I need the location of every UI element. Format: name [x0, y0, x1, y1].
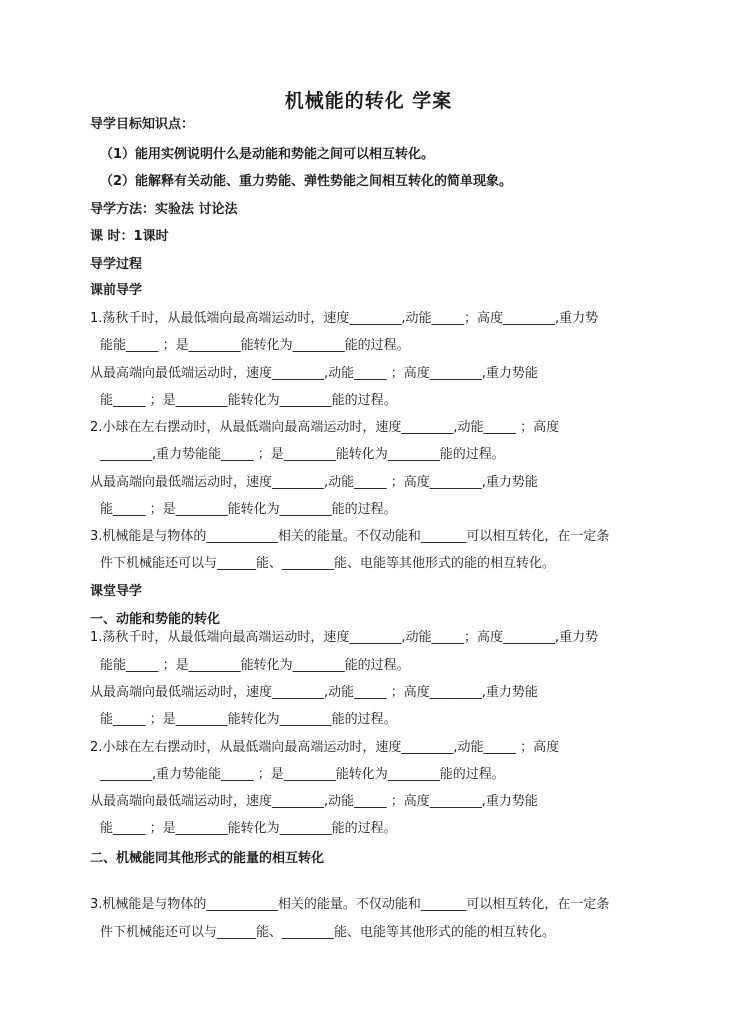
pre-q1-line3: 从最高端向最低端运动时，速度________,动能_____ ；高度________,重力势能: [90, 366, 538, 381]
class-q1-line1: 1.荡秋千时，从最低端向最高端运动时，速度________,动能_____；高度________,重力势: [90, 630, 599, 645]
objective-1: （1）能用实例说明什么是动能和势能之间可以相互转化。: [100, 147, 435, 162]
pre-q2-line1: 2.小球在左右摆动时，从最低端向最高端运动时，速度________,动能_____ ；高度: [90, 420, 560, 435]
class-q1-line2: 能能_____ ；是________能转化为________能的过程。: [100, 658, 410, 673]
class-q1-line4: 能_____ ；是________能转化为________能的过程。: [100, 712, 397, 727]
pre-q1-line1: 1.荡秋千时，从最低端向最高端运动时，速度________,动能_____；高度________,重力势: [90, 311, 599, 326]
page-title: 机械能的转化 学案: [284, 90, 453, 112]
section-2-heading: 二、机械能同其他形式的能量的相互转化: [90, 851, 325, 866]
objectives-heading: 导学目标知识点：: [90, 117, 195, 132]
class-q1-line3: 从最高端向最低端运动时，速度________,动能_____ ；高度________,重力势能: [90, 685, 538, 700]
pre-q1-line4: 能_____ ；是________能转化为________能的过程。: [100, 393, 397, 408]
objective-2: （2）能解释有关动能、重力势能、弹性势能之间相互转化的简单现象。: [100, 174, 513, 189]
pre-q1-line2: 能能_____ ；是________能转化为________能的过程。: [100, 338, 410, 353]
pre-class-heading: 课前导学: [90, 283, 143, 298]
class-q3-line2: 件下机械能还可以与______能、________能、电能等其他形式的能的相互转化。: [100, 925, 556, 940]
pre-q2-line2: ________,重力势能能_____ ；是________能转化为________能的过程。: [100, 447, 505, 462]
section-1-heading: 一、动能和势能的转化: [90, 612, 221, 627]
class-q2-line4: 能_____ ；是________能转化为________能的过程。: [100, 821, 397, 836]
class-q3-line1: 3.机械能是与物体的___________相关的能量。不仅动能和_______可以相互转化，在一定条: [90, 897, 610, 912]
pre-q3-line1: 3.机械能是与物体的___________相关的能量。不仅动能和_______可以相互转化，在一定条: [90, 529, 610, 544]
class-q2-line2: ________,重力势能能_____ ；是________能转化为________能的过程。: [100, 767, 505, 782]
pre-q2-line4: 能_____ ；是________能转化为________能的过程。: [100, 502, 397, 517]
process-heading: 导学过程: [90, 257, 143, 272]
class-q2-line1: 2.小球在左右摆动时，从最低端向最高端运动时，速度________,动能_____ ；高度: [90, 740, 560, 755]
pre-q2-line3: 从最高端向最低端运动时，速度________,动能_____ ；高度________,重力势能: [90, 475, 538, 490]
hours-line: 课 时：1课时: [90, 229, 169, 244]
in-class-heading: 课堂导学: [90, 584, 143, 599]
method-line: 导学方法：实验法 讨论法: [90, 202, 238, 217]
class-q2-line3: 从最高端向最低端运动时，速度________,动能_____ ；高度________,重力势能: [90, 794, 538, 809]
pre-q3-line2: 件下机械能还可以与______能、________能、电能等其他形式的能的相互转化。: [100, 556, 556, 571]
